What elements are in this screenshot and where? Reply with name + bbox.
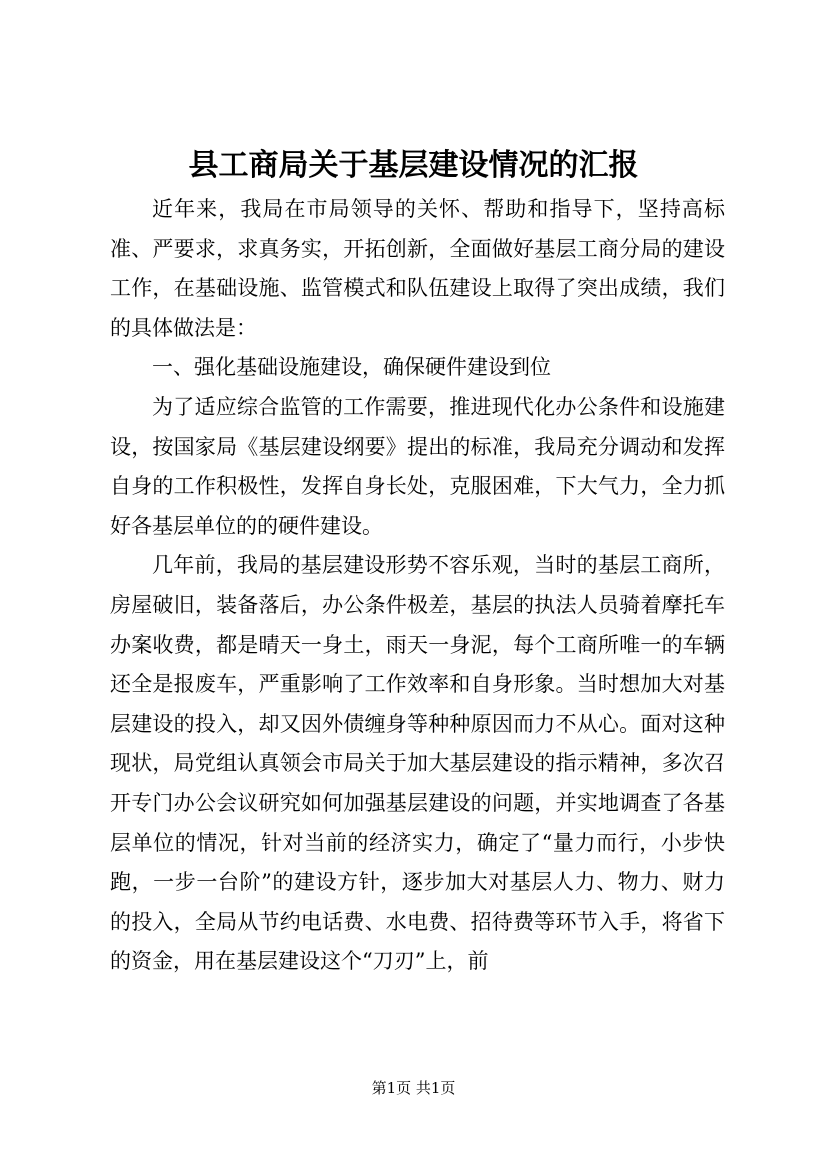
paragraph-intro: 近年来，我局在市局领导的关怀、帮助和指导下，坚持高标准、严要求，求真务实，开拓创新，全面做好基层工商分局的建设工作，在基础设施、监管模式和队伍建设上取得了突出成绩，我们的具体做法是：	[110, 197, 725, 340]
document-body	[110, 190, 725, 982]
page-footer: 第1页 共1页	[371, 1079, 456, 1097]
paragraph-infrastructure: 为了适应综合监管的工作需要，推进现代化办公条件和设施建设，按国家局《基层建设纲要》提出的标准，我局充分调动和发挥自身的工作积极性，发挥自身长处，克服困难，下大气力，全力抓好各基层单位的的硬件建设。	[110, 394, 725, 538]
section-heading-1: 一、强化基础设施建设，确保硬件建设到位	[152, 355, 551, 380]
document-title: 县工商局关于基层建设情况的汇报	[188, 148, 639, 183]
paragraph-history: 几年前，我局的基层建设形势不容乐观，当时的基层工商所，房屋破旧，装备落后，办公条件极差，基层的执法人员骑着摩托车办案收费，都是晴天一身土，雨天一身泥，每个工商所唯一的车辆还全是报废车，严重影响了工作效率和自身形象。当时想加大对基层建设的投入，却又因外债缠身等种种原因而力不从心。面对这种现状，局党组认真领会市局关于加大基层建设的指示精神，多次召开专门办公会议研究如何加强基层建设的问题，并实地调查了各基层单位的情况，针对当前的经济实力，确定了“量力而行，小步快跑，一步一台阶”的建设方针，逐步加大对基层人力、物力、财力的投入，全局从节约电话费、水电费、招待费等环节入手，将省下的资金，用在基层建设这个“刀刃”上，前	[110, 553, 725, 974]
